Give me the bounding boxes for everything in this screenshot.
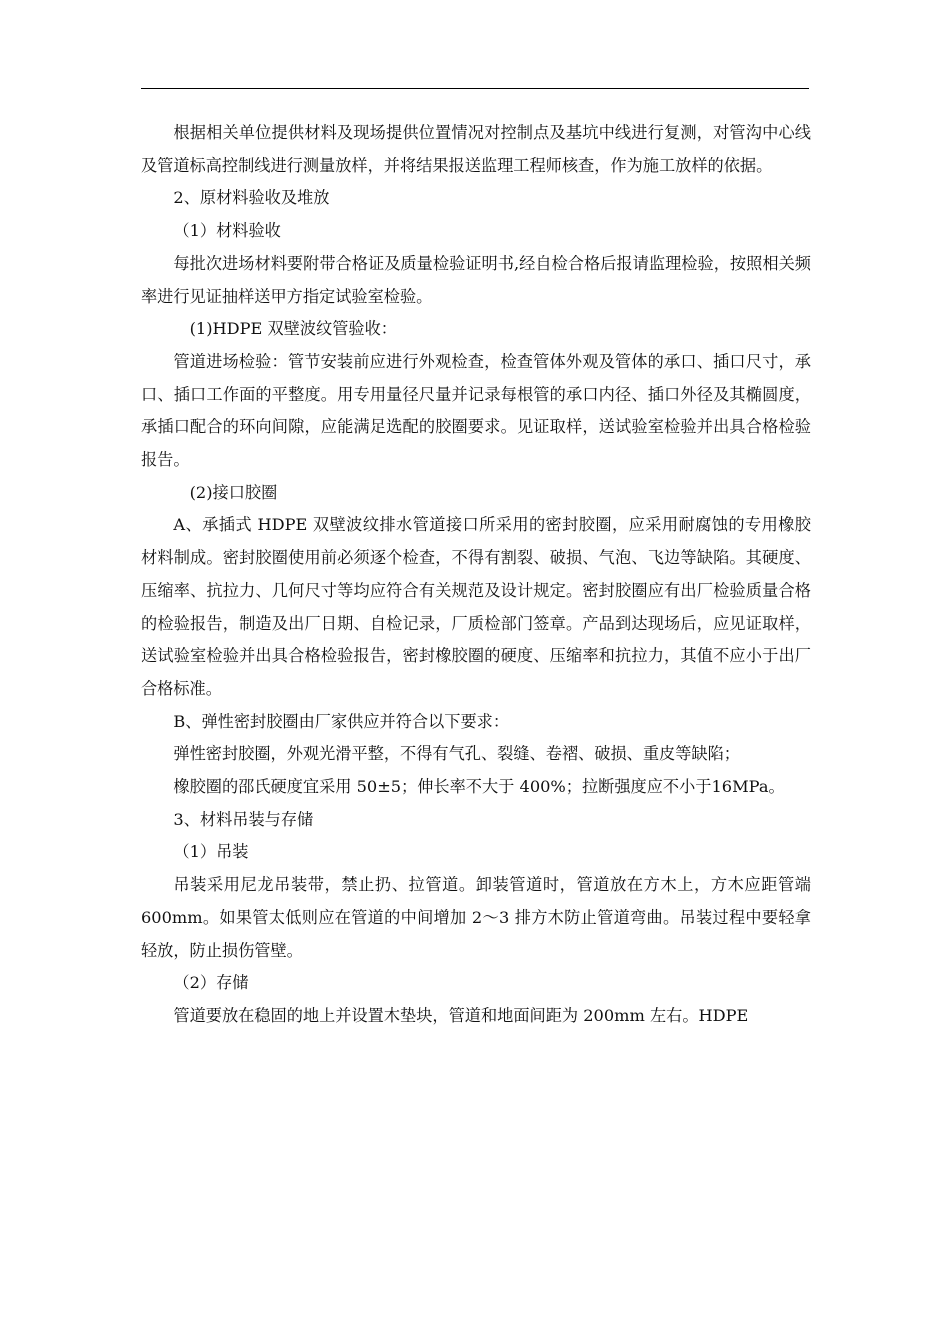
heading-materials-acceptance: 2、原材料验收及堆放 xyxy=(173,188,330,208)
paragraph-batch-certificates: 每批次进场材料要附带合格证及质量检验证明书,经自检合格后报请监理检验，按照相关频率进行见证抽样送甲方指定试验室检验。 xyxy=(141,253,811,306)
paragraph-gasket-b: B、弹性密封胶圈由厂家供应并符合以下要求： xyxy=(173,711,510,731)
paragraph-gasket-hardness: 橡胶圈的邵氏硬度宜采用 50±5；伸长率不大于 400%；拉断强度应不小于16MPa。 xyxy=(173,777,785,797)
subheading-gasket: (2)接口胶圈 xyxy=(189,482,278,502)
document-body xyxy=(141,117,811,1033)
header-rule xyxy=(141,88,809,89)
paragraph-survey: 根据相关单位提供材料及现场提供位置情况对控制点及基坑中线进行复测，对管沟中心线及管道标高控制线进行测量放样，并将结果报送监理工程师核查，作为施工放样的依据。 xyxy=(141,123,811,175)
heading-hoisting-storage: 3、材料吊装与存储 xyxy=(173,809,314,829)
subheading-material-inspection: （1）材料验收 xyxy=(173,221,281,241)
paragraph-storage: 管道要放在稳固的地上并设置木垫块，管道和地面间距为 200mm 左右。HDPE xyxy=(173,1005,749,1025)
subheading-hdpe-pipe: (1)HDPE 双壁波纹管验收： xyxy=(189,319,397,339)
paragraph-gasket-a: A、承插式 HDPE 双壁波纹排水管道接口所采用的密封胶圈，应采用耐腐蚀的专用橡胶材料制成。密封胶圈使用前必须逐个检查，不得有割裂、破损、气泡、飞边等缺陷。其硬度、压缩率、抗拉力、几何尺寸等均应符合有关规范及设计规定。密封胶圈应有出厂检验质量合格的检验报告，制造及出厂日期、自检记录，厂质检部门签章。产品到达现场后，应见证取样，送试验室检验并出具合格检验报告，密封橡胶圈的硬度、压缩率和抗拉力，其值不应小于出厂合格标准。 xyxy=(141,515,811,698)
paragraph-pipe-inspection: 管道进场检验：管节安装前应进行外观检查，检查管体外观及管体的承口、插口尺寸，承口、插口工作面的平整度。用专用量径尺量并记录每根管的承口内径、插口外径及其椭圆度，承插口配合的环向间隙，应能满足选配的胶圈要求。见证取样，送试验室检验并出具合格检验报告。 xyxy=(141,351,811,470)
subheading-storage: （2）存储 xyxy=(173,973,249,993)
paragraph-gasket-appearance: 弹性密封胶圈，外观光滑平整，不得有气孔、裂缝、卷褶、破损、重皮等缺陷； xyxy=(173,744,740,764)
subheading-hoisting: （1）吊装 xyxy=(173,842,249,862)
paragraph-hoisting: 吊装采用尼龙吊装带，禁止扔、拉管道。卸装管道时，管道放在方木上，方木应距管端 600mm。如果管太低则应在管道的中间增加 2～3 排方木防止管道弯曲。吊装过程中要轻拿轻放，防止损伤管壁。 xyxy=(141,875,811,960)
